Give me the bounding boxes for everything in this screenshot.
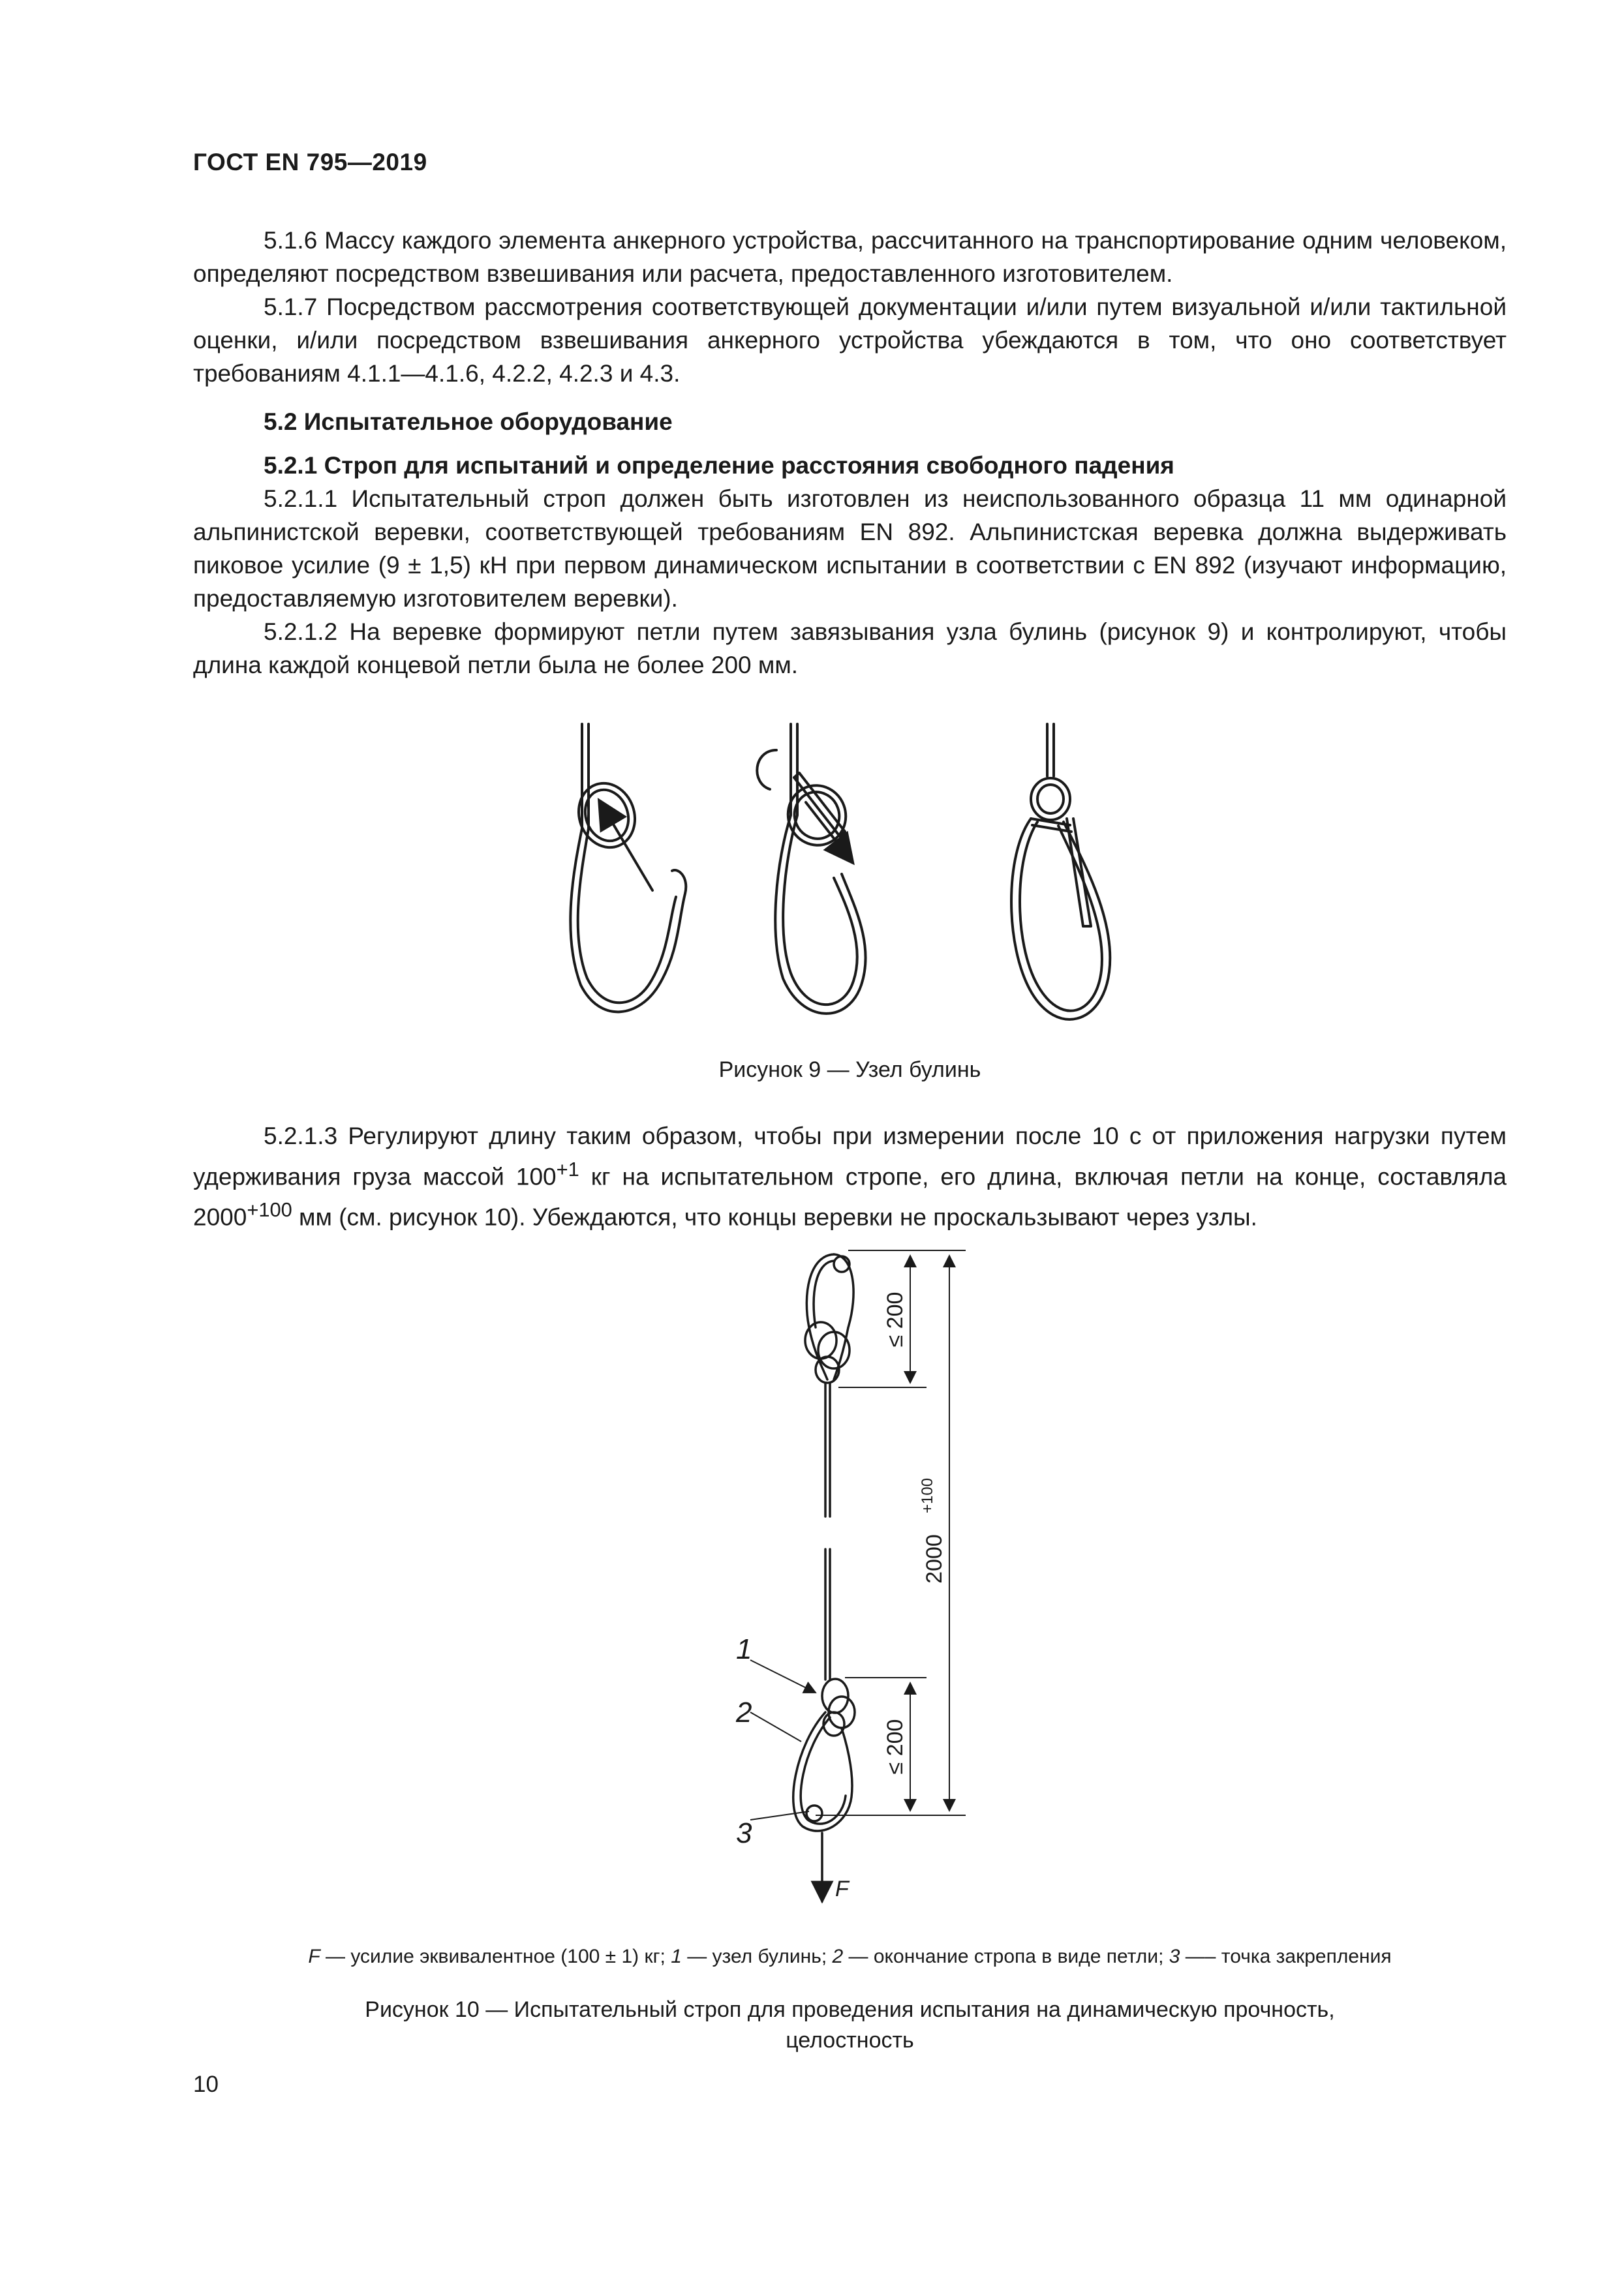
paragraph-5-1-7: 5.1.7 Посредством рассмотрения соответствующей документации и/или путем визуальной и/или тактильной оценки, и/или посредством взвешивания анкерного устройства убеждаются в том, что оно соответствует требованиям 4.1.1—4.1.6, 4.2.2, 4.2.3 и 4.3. [193,294,1507,387]
legend-text-2: — окончание стропа в виде петли; [843,1946,1169,1967]
callout-label-2: 2 [736,1697,752,1729]
text-block-5-2-1-3 [193,1119,1507,1234]
document-header: ГОСТ EN 795—2019 [193,149,427,175]
total-length-tolerance-label: +100 [919,1477,936,1513]
bowline-step-1-drawing [570,724,686,1012]
figure-10-legend [193,1944,1507,1970]
paragraph-5-2-1-3-part-2: кг на испытательном стропе, его длина, включая петли на конце, составляла 2000 [193,1163,1507,1231]
callout-label-3: 3 [736,1817,752,1849]
callout-label-1: 1 [736,1633,752,1665]
legend-symbol-2: 2 [832,1946,844,1967]
legend-text-3: —– точка закрепления [1180,1946,1392,1967]
paragraph-5-1-6: 5.1.6 Массу каждого элемента анкерного устройства, рассчитанного на транспортирование одним человеком, определяют посредством взвешивания или расчета, предоставленного изготовителем. [193,227,1507,287]
legend-symbol-1: 1 [671,1946,682,1967]
paragraph-5-2-1-3-part-1: 5.2.1.3 Регулируют длину таким образом, чтобы при измерении после 10 с от приложения нагрузки путем удерживания груза массой 100 [193,1123,1507,1190]
leader-line-2 [750,1712,801,1742]
legend-text-1: — узел булинь; [681,1946,833,1967]
total-length-dimension-label: 2000 [922,1534,947,1584]
lower-loop-dimension-label: ≤ 200 [883,1719,908,1775]
bowline-step-2-drawing [757,724,865,1014]
leader-line-3 [750,1811,809,1820]
upper-loop-drawing [805,1254,853,1383]
figure-10-test-sling-diagram [718,1236,1018,1921]
paragraph-5-2-1-2: 5.2.1.2 На веревке формируют петли путем завязывания узла булинь (рисунок 9) и контролируют, чтобы длина каждой концевой петли была не более 200 мм. [193,618,1507,678]
section-heading-5-2-1: 5.2.1 Строп для испытаний и определение расстояния свободного падения [264,452,1174,479]
force-label-F: F [835,1877,849,1901]
legend-text-F: — усилие эквивалентное (100 ± 1) кг; [320,1946,671,1967]
legend-symbol-F: F [308,1946,320,1967]
section-heading-5-2: 5.2 Испытательное оборудование [264,408,673,435]
figure-9-caption: Рисунок 9 — Узел булинь [718,1057,981,1082]
leader-line-1 [750,1660,816,1693]
figure-10-caption [193,1995,1507,2056]
length-tolerance-superscript: +100 [247,1198,292,1222]
paragraph-5-2-1-1: 5.2.1.1 Испытательный строп должен быть изготовлен из неиспользованного образца 11 мм одинарной альпинистской веревки, соответствующей требованиям EN 892. Альпинистская веревка должна выдерживать пиковое усилие (9 ± 1,5) кН при первом динамическом испытании в соответствии с EN 892 (изучают информацию, предоставляемую изготовителем веревки). [193,485,1507,612]
upper-loop-dimension-label: ≤ 200 [883,1292,908,1348]
paragraph-5-2-1-3-part-3: мм (см. рисунок 10). Убеждаются, что концы веревки не проскальзывают через узлы. [292,1203,1257,1231]
lower-knot-loop-drawing [793,1679,855,1831]
page-number: 10 [193,2072,219,2097]
legend-symbol-3: 3 [1169,1946,1180,1967]
bowline-step-3-drawing [1011,724,1110,1020]
rope-line-drawing [825,1383,830,1680]
figure-10-caption-line-1: Рисунок 10 — Испытательный строп для проведения испытания на динамическую прочность, [365,1997,1335,2022]
figure-10-caption-line-2: целостность [786,2028,914,2053]
figure-9-bowline-diagram [548,711,1148,1037]
text-block-top [193,224,1507,682]
mass-tolerance-superscript: +1 [556,1158,579,1181]
paragraph-5-2-1-3 [193,1119,1507,1234]
